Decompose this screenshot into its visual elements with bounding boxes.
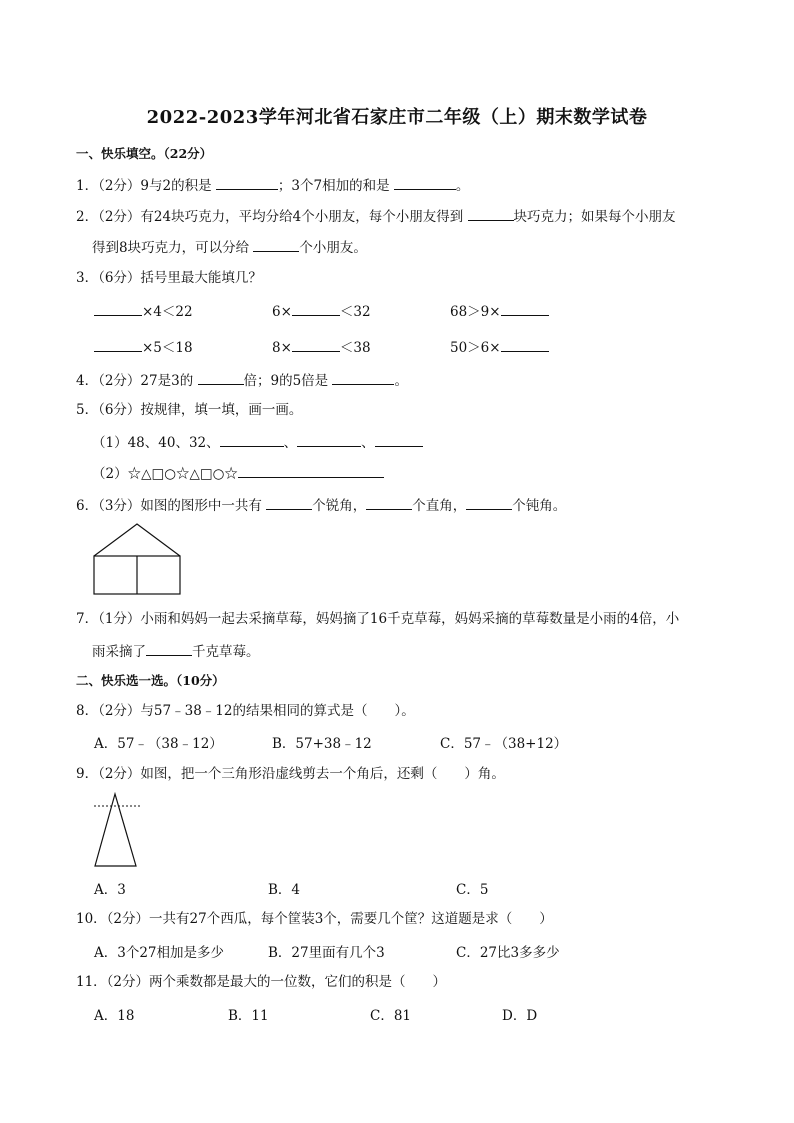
q5-separator-1: 、 (283, 435, 298, 451)
q3-blank-1[interactable] (94, 300, 142, 316)
q6-blank-3[interactable] (466, 494, 512, 510)
question-9: 9．（2分）如图，把一个三角形沿虚线剪去一个角后，还剩（ ）角。 (76, 766, 505, 782)
section-2-heading: 二、快乐选一选。（10分） (76, 673, 225, 688)
q3-item-1-text: ×4＜22 (142, 304, 193, 320)
house-shape-figure (92, 522, 182, 596)
q6-blank-2[interactable] (366, 494, 412, 510)
q3-item-5 (272, 336, 371, 356)
q5-blank-3[interactable] (375, 431, 423, 447)
q3-blank-6[interactable] (501, 336, 549, 352)
question-1 (76, 174, 746, 196)
q2-text-c: 得到8块巧克力，可以分给 (92, 240, 254, 256)
q11-option-b[interactable]: B．11 (228, 1008, 269, 1024)
q3-item-6-text: 50＞6× (450, 340, 501, 356)
q6-text-c: 个直角， (412, 498, 467, 514)
q3-item-1 (94, 300, 193, 320)
q6-text-b: 个锐角， (312, 498, 367, 514)
q5-blank-1[interactable] (220, 431, 284, 447)
page-title: 2022-2023学年河北省石家庄市二年级（上）期末数学试卷 (146, 107, 648, 128)
q5-part-2-text: （2）☆△□○☆△□○☆ (92, 466, 238, 482)
question-10: 10．（2分）一共有27个西瓜，每个筐装3个，需要几个筐？这道题是求（ ） (76, 911, 553, 927)
question-4 (76, 369, 746, 391)
q3-item-5-text-b: ＜38 (339, 340, 371, 356)
q2-text-d: 个小朋友。 (299, 240, 367, 256)
section-1-heading: 一、快乐填空。（22分） (76, 146, 213, 161)
q1-text-a: 1．（2分）9与2的积是 (76, 178, 216, 194)
q9-option-b[interactable]: B．4 (268, 882, 301, 898)
q6-text-d: 个钝角。 (512, 498, 567, 514)
question-3: 3．（6分）括号里最大能填几？ (76, 270, 262, 286)
q3-blank-3[interactable] (501, 300, 549, 316)
q10-option-c[interactable]: C．27比3多多少 (456, 945, 560, 961)
q1-blank-1[interactable] (216, 174, 278, 190)
q3-item-3 (450, 300, 549, 320)
q5-part-1 (92, 431, 762, 453)
q6-blank-1[interactable] (266, 494, 312, 510)
q5-blank-4[interactable] (238, 462, 384, 478)
triangle-figure (92, 792, 142, 868)
q3-item-2 (272, 300, 371, 320)
q3-item-5-text-a: 8× (272, 340, 292, 356)
question-2 (76, 205, 746, 227)
q4-blank-2[interactable] (332, 369, 394, 385)
question-7: 7．（1分）小雨和妈妈一起去采摘草莓，妈妈摘了16千克草莓，妈妈采摘的草莓数量是小雨的4倍，小 (76, 611, 680, 627)
q4-text-a: 4．（2分）27是3的 (76, 373, 198, 389)
q8-option-a[interactable]: A．57﹣（38﹣12） (94, 736, 223, 752)
q3-item-2-text-a: 6× (272, 304, 292, 320)
question-11: 11．（2分）两个乘数都是最大的一位数，它们的积是（ ） (76, 974, 447, 990)
q1-text-b: ；3个7相加的和是 (277, 178, 394, 194)
q3-blank-4[interactable] (94, 336, 142, 352)
q10-option-b[interactable]: B．27里面有几个3 (268, 945, 385, 961)
q5-part-1-text: （1）48、40、32、 (92, 435, 220, 451)
q3-item-4 (94, 336, 193, 356)
q11-option-a[interactable]: A．18 (94, 1008, 135, 1024)
q3-item-6 (450, 336, 549, 356)
q3-item-2-text-b: ＜32 (339, 304, 371, 320)
question-8: 8．（2分）与57﹣38﹣12的结果相同的算式是（ ）。 (76, 703, 415, 719)
q2-text-a: 2．（2分）有24块巧克力，平均分给4个小朋友，每个小朋友得到 (76, 209, 468, 225)
q4-text-b: 倍；9的5倍是 (243, 373, 333, 389)
q7-text-b: 雨采摘了 (92, 644, 146, 660)
q4-text-c: 。 (394, 373, 408, 389)
q3-blank-5[interactable] (292, 336, 340, 352)
q3-blank-2[interactable] (292, 300, 340, 316)
q9-option-a[interactable]: A．3 (94, 882, 126, 898)
q7-blank-1[interactable] (146, 640, 192, 656)
q1-text-c: 。 (455, 178, 470, 194)
q11-option-c[interactable]: C．81 (370, 1008, 412, 1024)
q6-text-a: 6．（3分）如图的图形中一共有 (76, 498, 267, 514)
q11-option-d[interactable]: D．D (502, 1008, 538, 1024)
question-7-cont (92, 640, 762, 662)
q9-option-c[interactable]: C．5 (456, 882, 489, 898)
q3-item-4-text: ×5＜18 (142, 340, 193, 356)
q5-blank-2[interactable] (297, 431, 361, 447)
q7-text-c: 千克草莓。 (192, 644, 260, 660)
q2-text-b: 块巧克力；如果每个小朋友 (513, 209, 676, 225)
q5-part-2 (92, 462, 762, 484)
q8-option-b[interactable]: B．57+38﹣12 (272, 736, 372, 752)
question-2-cont (92, 236, 762, 258)
question-5: 5．（6分）按规律，填一填，画一画。 (76, 402, 303, 418)
q10-option-a[interactable]: A．3个27相加是多少 (94, 945, 225, 961)
q8-option-c[interactable]: C．57﹣（38+12） (440, 736, 568, 752)
q2-blank-1[interactable] (468, 205, 514, 221)
q3-item-3-text: 68＞9× (450, 304, 501, 320)
question-6 (76, 494, 746, 516)
q4-blank-1[interactable] (198, 369, 244, 385)
q5-separator-2: 、 (361, 435, 375, 451)
q2-blank-2[interactable] (253, 236, 299, 252)
q1-blank-2[interactable] (394, 174, 456, 190)
